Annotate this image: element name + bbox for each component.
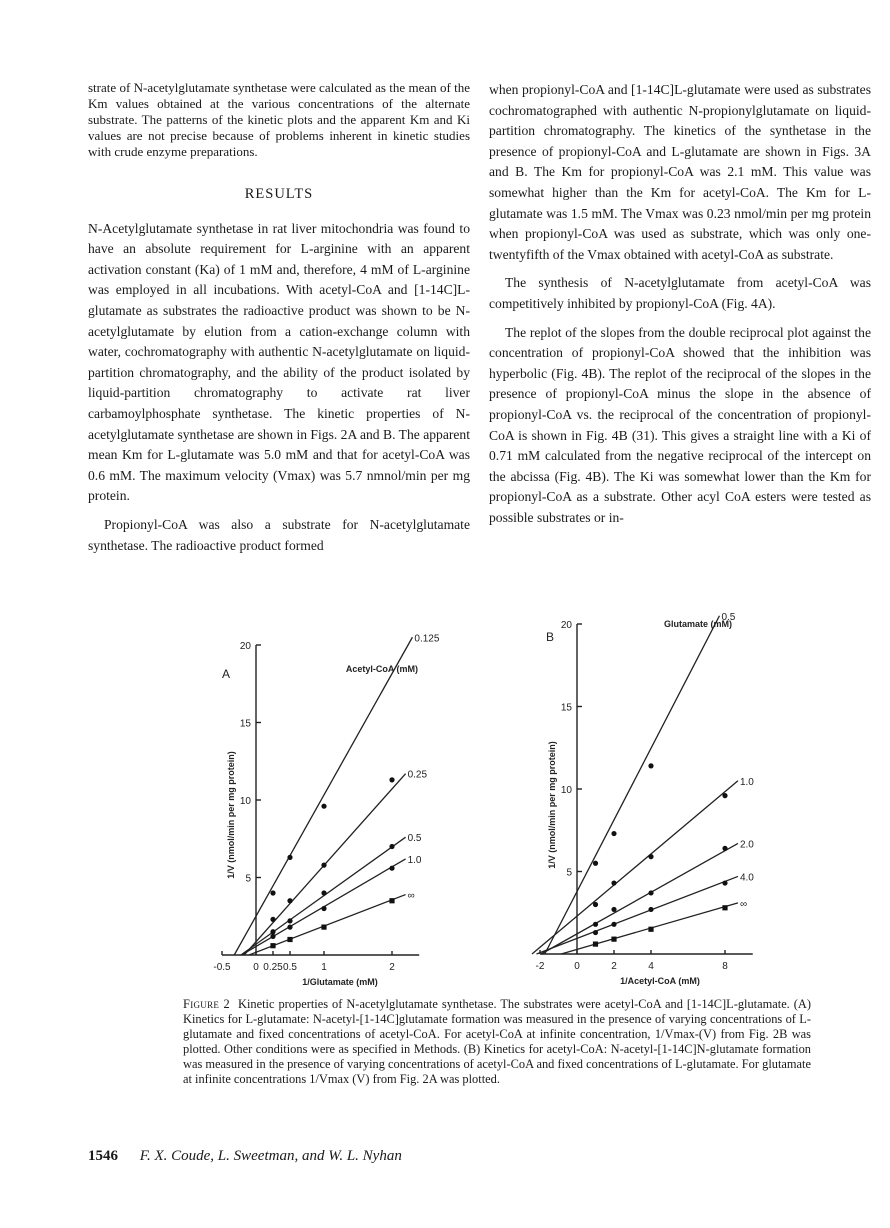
data-point <box>611 831 616 836</box>
y-tick-label: 5 <box>245 873 251 885</box>
data-point <box>593 930 598 935</box>
footer-authors: F. X. Coude, L. Sweetman, and W. L. Nyhan <box>139 1148 402 1164</box>
series-label: 0.5 <box>407 833 422 845</box>
x-tick-label: 4 <box>648 961 654 972</box>
data-point <box>648 763 653 768</box>
data-point <box>648 854 653 859</box>
series-label: 2.0 <box>739 839 754 851</box>
y-tick-label: 15 <box>560 702 572 714</box>
x-tick-label: -2 <box>535 961 545 972</box>
series-label: 1.0 <box>407 854 422 866</box>
data-point-square <box>270 943 275 948</box>
x-tick-label: 8 <box>722 961 728 972</box>
data-point <box>648 890 653 895</box>
figure-2b-chart <box>520 605 790 990</box>
y-tick-label: 10 <box>560 785 572 796</box>
x-tick-label: 0 <box>253 962 259 973</box>
data-point <box>321 906 326 911</box>
y-axis-label: 1/V (nmol/min per mg protein) <box>547 741 557 869</box>
y-tick-label: 5 <box>566 867 572 879</box>
data-point <box>287 925 292 930</box>
x-tick-label: 2 <box>389 962 395 973</box>
data-point <box>287 855 292 860</box>
x-axis-label: 1/Glutamate (mM) <box>302 977 378 987</box>
series-line-1 <box>532 781 738 954</box>
figure-caption <box>183 997 811 1087</box>
data-point <box>270 929 275 934</box>
x-axis-label: 1/Acetyl-CoA (mM) <box>620 976 700 986</box>
data-point <box>321 863 326 868</box>
figure-2a-chart <box>200 630 470 995</box>
y-tick-label: 15 <box>239 718 251 730</box>
legend-title: Acetyl-CoA (mM) <box>345 664 418 674</box>
series-label: 0.25 <box>407 769 428 781</box>
data-point <box>722 793 727 798</box>
data-point <box>611 907 616 912</box>
y-tick-label: 20 <box>239 641 251 652</box>
page-number: 1546 <box>88 1148 118 1164</box>
x-tick-label: 0.5 <box>283 962 297 973</box>
data-point <box>593 902 598 907</box>
right-paragraph-2: The synthesis of N-acetylglutamate from acetyl-CoA was competitively inhibited by propionyl-CoA (Fig. 4A). <box>489 275 871 311</box>
data-point <box>270 917 275 922</box>
results-paragraph-2: Propionyl-CoA was also a substrate for N-acetylglutamate synthetase. The radioactive product formed <box>88 516 470 553</box>
page-footer <box>88 1148 402 1165</box>
y-tick-label: 20 <box>560 620 572 631</box>
series-line-2 <box>541 843 738 954</box>
data-point <box>611 880 616 885</box>
results-heading: RESULTS <box>244 186 314 202</box>
series-label: ∞ <box>407 890 415 902</box>
left-column <box>88 80 470 564</box>
series-label: ∞ <box>739 898 748 910</box>
data-point <box>389 777 394 782</box>
legend-title: Glutamate (mM) <box>663 619 732 629</box>
panel-label: A <box>222 667 231 681</box>
right-paragraph-3: The replot of the slopes from the double reciprocal plot against the concentration of propionyl-CoA showed that the inhibition was hyperbolic (Fig. 4B). The replot of the reciprocal of the slopes in the presence of propionyl-CoA minus the slope in the absence of propionyl-CoA vs. the reciprocal of the concentration of propionyl-CoA is shown in Fig. 4B (31). This gives a straight line with a Ki of 0.71 mM calculated from the negative reciprocal of the intercept on the abcissa (Fig. 4B). The Ki was somewhat lower than the Km for propionyl-CoA as a substrate. Other acyl CoA esters were tested as possible substrates or in- <box>489 324 871 525</box>
data-point <box>321 890 326 895</box>
data-point <box>287 898 292 903</box>
series-label: 1.0 <box>739 776 754 788</box>
x-tick-label: 1 <box>321 962 327 973</box>
series-label: 0.125 <box>414 633 440 645</box>
right-paragraph-1: when propionyl-CoA and [1-14C]L-glutamate were used as substrates cochromatographed with authentic N-propionylglutamate on liquid-partition chromatography. The kinetics of the synthetase in the presence of propionyl-CoA and L-glutamate are shown in Figs. 3A and B. The Km for propionyl-CoA was 2.1 mM. This value was somewhat higher than the Km for acetyl-CoA. The Km for L-glutamate was 1.5 mM. The Vmax was 0.23 nmol/min per mg protein when propionyl-CoA was used as substrate, which was only one-twentyfifth of the Vmax obtained with acetyl-CoA as substrate. <box>489 82 871 262</box>
data-point <box>270 934 275 939</box>
data-point <box>648 907 653 912</box>
data-point <box>611 922 616 927</box>
caption-lead: Figure 2 <box>183 997 230 1011</box>
data-point-square <box>321 925 326 930</box>
x-tick-label: 0 <box>574 961 580 972</box>
data-point <box>593 861 598 866</box>
data-point <box>389 844 394 849</box>
data-point <box>389 866 394 871</box>
data-point <box>287 918 292 923</box>
panel-label: B <box>546 630 555 644</box>
data-point-square <box>722 905 727 910</box>
data-point-square <box>287 937 292 942</box>
series-label: 4.0 <box>739 872 754 884</box>
x-tick-label: 2 <box>611 961 617 972</box>
data-point <box>722 880 727 885</box>
data-point <box>593 922 598 927</box>
x-tick-label: 0.25 <box>263 962 283 973</box>
caption-text: Kinetic properties of N-acetylglutamate synthetase. The substrates were acetyl-CoA and [1-14C]L-glutamate. (A) Kinetics for L-glutamate: N-acetyl-[1-14C]glutamate formation was measured in the presence of varying concentrations of L-glutamate and fixed concentrations of acetyl-CoA. For acetyl-CoA at infinite concentration, 1/Vmax-(V) from Fig. 2B was plotted. Other conditions were as specified in Methods. (B) Kinetics for acetyl-CoA: N-acetyl-[1-14C]N-glutamate formation was measured in the presence of varying concentrations of acetyl-CoA and fixed concentrations of L-glutamate. For glutamate at infinite concentrations 1/Vmax (V) from Fig. 2A was plotted. <box>183 997 811 1086</box>
series-line-3 <box>537 876 738 954</box>
data-point <box>722 846 727 851</box>
right-column <box>489 80 871 536</box>
data-point-square <box>611 937 616 942</box>
series-line-2 <box>241 837 406 955</box>
data-point-square <box>389 898 394 903</box>
data-point <box>270 890 275 895</box>
data-point-square <box>593 942 598 947</box>
methods-tail-paragraph: strate of N-acetylglutamate synthetase were calculated as the mean of the Km values obtained at the various concentrations of the alternate substrate. The patterns of the kinetic plots and the apparent Km and Ki values are not precise because of problems inherent in kinetic studies with crude enzyme preparations. <box>88 80 470 159</box>
y-tick-label: 10 <box>239 796 251 807</box>
y-axis-label: 1/V (nmol/min per mg protein) <box>226 751 236 879</box>
results-paragraph-1: N-Acetylglutamate synthetase in rat liver mitochondria was found to have an absolute requirement for L-arginine with an apparent activation constant (Ka) of 1 mM and, therefore, 4 mM of L-arginine was employed in all incubations. With acetyl-CoA and [1-14C]L-glutamate as substrates the radioactive product was shown to be N-acetylglutamate by elution from a cation-exchange column with water, cochromatography with authentic N-acetylglutamate on liquid-partition chromatography, and the ability of the product isolated by liquid-partition chromatography to activate rat liver carbamoylphosphate synthetase. The kinetic properties of N-acetylglutamate synthetase are shown in Figs. 2A and B. The apparent mean Km for L-glutamate was 5.0 mM and that for acetyl-CoA was 0.6 mM. The maximum velocity (Vmax) was 5.7 nmnol/min per mg protein. <box>88 220 470 504</box>
series-label: 0.5 <box>721 611 736 623</box>
data-point-square <box>648 927 653 932</box>
x-tick-label: -0.5 <box>213 962 231 973</box>
data-point <box>321 804 326 809</box>
